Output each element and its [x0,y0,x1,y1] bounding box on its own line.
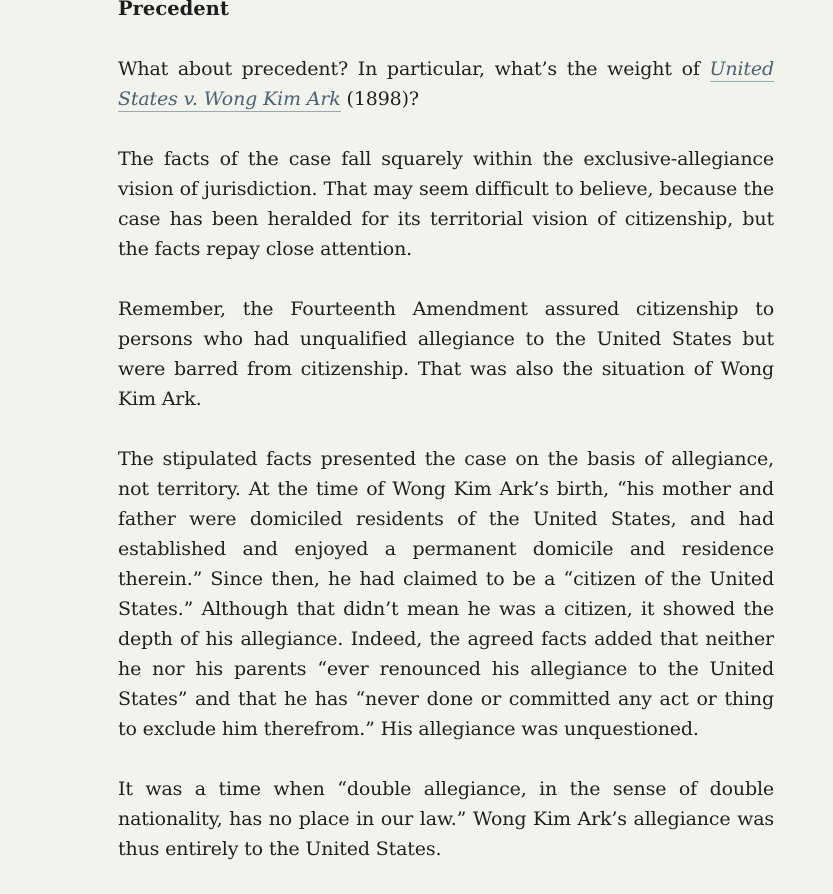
intro-text-before: What about precedent? In particular, what’s the weight of [118,58,710,80]
case-citation-link[interactable]: United States v. Wong Kim Ark [118,58,774,110]
intro-text-after: (1898)? [340,88,419,110]
paragraph-stipulated-facts: The stipulated facts presented the case on the basis of allegiance, not territory. At the time of Wong Kim Ark’s birth, “his mother and father were domiciled residents of the United States, and had established and enjoyed a permanent domicile and residence therein.” Since then, he had claimed to be a “citizen of the United States.” Although that didn’t mean he was a citizen, it showed the depth of his allegiance. Indeed, the agreed facts added that neither he nor his parents “ever renounced his allegiance to the United States” and that he has “never done or committed any act or thing to exclude him therefrom.” His allegiance was unquestioned. [118,448,774,740]
paragraph-facts: The facts of the case fall squarely within the exclusive-allegiance vision of jurisdiction. That may seem difficult to believe, because the case has been heralded for its territorial vision of citizenship, but the facts repay close attention. [118,148,774,260]
paragraph-fourteenth-amendment: Remember, the Fourteenth Amendment assured citizenship to persons who had unqualified allegiance to the United States but were barred from citizenship. That was also the situation of Wong Kim Ark. [118,298,774,410]
section-heading: Precedent [118,0,229,20]
paragraph-double-allegiance: It was a time when “double allegiance, in the sense of double nationality, has no place in our law.” Wong Kim Ark’s allegiance was thus entirely to the United States. [118,778,774,860]
intro-paragraph [118,54,774,114]
article-body [118,0,774,894]
